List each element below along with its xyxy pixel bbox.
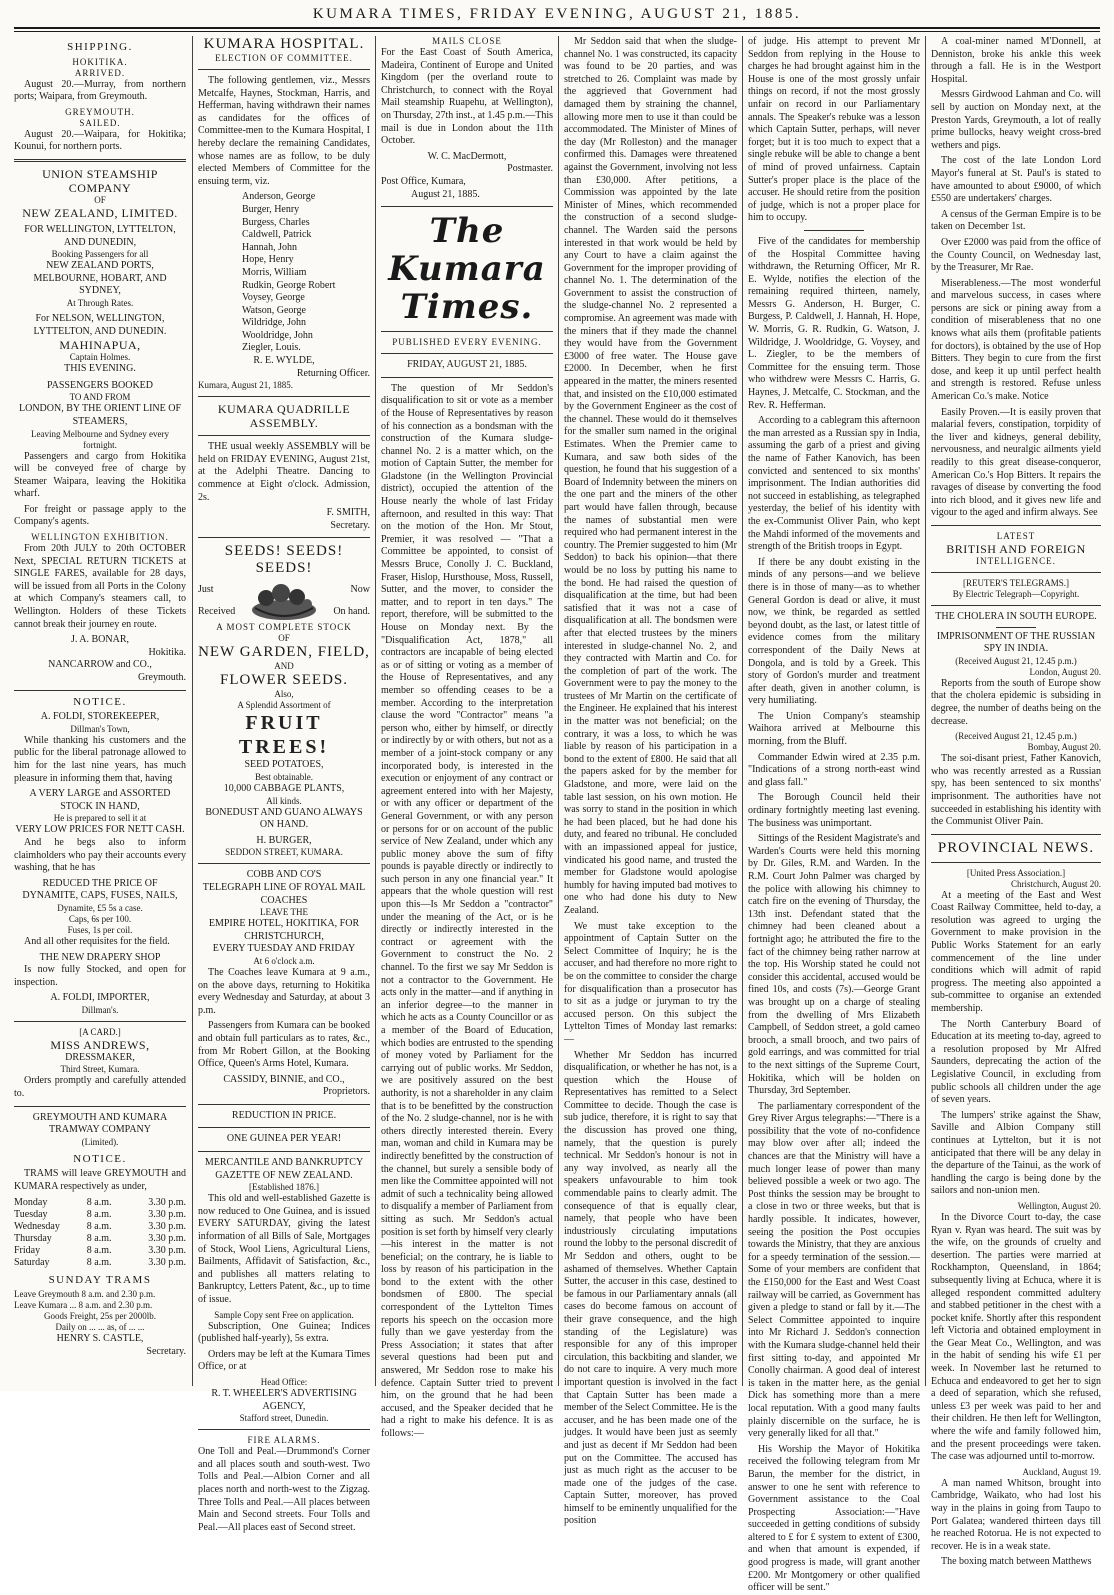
gordon-news: If there be any doubt existing in the minds of any persons—and we believe there is in those of many—as to whether General Gordon is dead or alive, it must now, we think, be regarded as settled beyond doubt, as the last, or latest tittle of evidence comes from the military correspondent of the Daily News at Dongola, and is told by a Greek. This story of Gordon's murder and treatment after death, given in another column, is very humiliating. (748, 556, 920, 707)
list-item: Morris, William (242, 266, 307, 278)
section-rule (14, 159, 186, 162)
column-6 (931, 36, 1101, 1568)
section-rule (198, 1104, 370, 1105)
boxing-text: The boxing match between Matthews (941, 1556, 1092, 1568)
seeds-banner (198, 580, 370, 622)
foldi-prices: VERY LOW PRICES FOR NETT CASH. (15, 824, 185, 836)
short-rule (804, 230, 864, 231)
greymouth-label: GREYMOUTH. (65, 106, 135, 117)
seeds-now-on-hand (333, 584, 370, 619)
section-rule (14, 1106, 186, 1107)
drapery-heading: THE NEW DRAPERY SHOP (39, 951, 161, 963)
received-2: (Received August 21, 12.45 p.m.) (955, 731, 1077, 742)
tram-pm: 3.30 p.m. (148, 1244, 186, 1256)
table-row (14, 1197, 186, 1209)
section-rule (381, 353, 553, 354)
easily-proven-ad: Easily Proven.—It is easily proven that malarial fevers, constipation, torpidity of the liver and kidneys, general debility, nervousness, and neuralgic ailments yield readily to this great disease-conqueror, American Co.'s Hop Bitters. It repairs the ravages of disease by converting the food into rich blood, and it gives new life and vigour to the aged and infirm always. See (931, 406, 1101, 519)
arrived-text: August 20.—Murray, from northern ports; Waipara, from Greymouth. (14, 78, 186, 103)
list-item: Anderson, George (242, 191, 316, 203)
exhibition-text: From 20th JULY to 20th OCTOBER Next, SPECIAL RETURN TICKETS at SINGLE FARES, available for 28 days, will be issued from all Ports in the Colony at which Company's steamers call, to Wellington. Holders of these Tickets cannot break their journey en route. (14, 543, 186, 630)
gazette-established: [Established 1876.] (249, 1182, 319, 1193)
section-rule (14, 1021, 186, 1022)
foldi-stock: A VERY LARGE and ASSORTED STOCK IN HAND, (29, 788, 171, 812)
tram-am: 8 a.m. (86, 1232, 112, 1244)
price-fuses: Fuses, 1s per coil. (67, 924, 133, 935)
section-rule (198, 396, 370, 397)
paper-title: The Kumara Times. (388, 211, 546, 328)
notice-heading-2: NOTICE. (73, 1152, 127, 1165)
castle-signature: HENRY S. CASTLE, (56, 1333, 144, 1345)
head-office-label: Head Office: (260, 1376, 308, 1387)
section-rule (198, 69, 370, 70)
price-caps: Caps, 6s per 100. (68, 913, 132, 924)
tram-am: 8 a.m. (86, 1244, 112, 1256)
editorial-exception: We must take exception to the appointment of Captain Sutter on the Select Committee of Inquiry; he is the accuser, and had therefore no more right to be on the committee to consider the charge for disqualification than a prosecutor has to sit as a judge or juryman to try the accused person. On this subject the Lyttelton Times of Monday last remarks:— (564, 920, 737, 1045)
section-rule (931, 834, 1101, 835)
judge-paragraph: of judge. His attempt to prevent Mr Seddon from replying in the House to charges he had brought against him in the House is one of the most grossly unfair things on record, if not the most grossly unfair on record in our Parliamentary annals. The Speaker's rebuke was a lesson which Captain Sutter, perhaps, will never forget; but it is too much to expect that a single rebuke will be able to change a bent of mind of proved unfairness. Captain Sutter's proper place is the place of the accuser. He should retire from the position of judge, which is not a proper place for him to occupy. (748, 36, 920, 224)
tram-timetable (14, 1197, 186, 1269)
coach-days: EVERY TUESDAY AND FRIDAY (212, 943, 356, 955)
masthead: KUMARA TIMES, FRIDAY EVENING, AUGUST 21, 1885. (312, 6, 802, 22)
issue-date: FRIDAY, AUGUST 21, 1885. (407, 359, 527, 371)
guinea-heading: ONE GUINEA PER YEAR! (226, 1133, 342, 1145)
of-label: OF (278, 633, 290, 644)
daily-text: Daily on ... ... as, of ... ... (55, 1322, 145, 1333)
post-office: Post Office, Kumara, (381, 175, 466, 187)
andrews-orders: Orders promptly and carefully attended to. (14, 1075, 186, 1100)
cobb-heading: COBB AND CO'S (246, 869, 322, 881)
tram-day: Thursday (14, 1232, 52, 1244)
cassidy-signature: CASSIDY, BINNIE, and CO., (223, 1073, 345, 1085)
court-news: Sittings of the Resident Magistrate's and Warden's Courts were held this morning by Dr. Giles, R.M. and Warden. In the R.M. Court John Palmer was charged by the police with allowing his chimney to catch fire on the evening of Thursday, the 13th inst. Defendant stated that the chimney had been cleaned about a fortnight ago; he attributed the fire to the fact of the chimney being rather narrow at the top. His Worship stated he could not consider this accidental, accused would be fined 10s, and costs (7s).—George Grant was brought up on a charge of stealing from the dwelling of Mrs Elizabeth Campbell, of Seddon street, a gold cameo brooch, a small brooch, and two pairs of gold earrings, and was committed for trial to the next sittings of the Supreme Court, Hokitika, which will be holden on Thursday, 3rd September. (748, 833, 920, 1097)
complete-stock: A MOST COMPLETE STOCK (216, 622, 352, 633)
orient-line: LONDON, BY THE ORIENT LINE OF STEAMERS, (18, 403, 182, 427)
coaches-text: The Coaches leave Kumara at 9 a.m., on the above days, returning to Hokitika every Wednesday and Saturday, at about 3 p.m. (198, 966, 370, 1016)
received-1: (Received August 21, 12.45 p.m.) (955, 655, 1077, 666)
list-item: Caldwell, Patrick (242, 229, 312, 241)
coach-passengers-text: Passengers from Kumara can be booked and obtain full particulars as to rates, &c., from Mr Robert Gillon, at the Booking Office, Queen's Arms Hotel, Kumara. (198, 1020, 370, 1070)
gazette-title: MERCANTILE AND BANKRUPTCY GAZETTE OF NEW ZEALAND. (204, 1157, 364, 1181)
also-label: Also, (274, 689, 294, 700)
route-2: For NELSON, WELLINGTON, LYTTELTON, AND DUNEDIN. (33, 312, 167, 337)
smith-signature: F. SMITH, (326, 507, 370, 519)
list-item: Watson, George (242, 304, 306, 316)
table-row (14, 1233, 186, 1245)
list-item: Ziegler, Louis. (242, 342, 301, 354)
postmaster-role: Postmaster. (507, 163, 553, 175)
now-label: Now (350, 583, 370, 595)
latest-label: LATEST (996, 530, 1036, 541)
published-label: PUBLISHED EVERY EVENING. (392, 337, 542, 348)
london-dateline: London, August 20. (1029, 666, 1101, 677)
cassidy-role: Proprietors. (323, 1086, 370, 1098)
andrews-name: MISS ANDREWS, (50, 1037, 150, 1052)
auction-news: Messrs Girdwood Lahman and Co. will sell by auction on Monday next, at the Preston Yards, Greymouth, a lot of really prime bullocks, heavy weight cross-bred wethers and pigs. (931, 89, 1101, 151)
mails-heading: MAILS CLOSE (432, 36, 502, 46)
tram-pm: 3.30 p.m. (148, 1208, 186, 1220)
to-from: TO AND FROM (69, 392, 131, 403)
christchurch-text-1: At a meeting of the East and West Coast Railway Committee, held to-day, a resolution was agreed to urging the Government to make provision in the Public Works Statement for an early commencement of the line under conditions which will admit of rapid progress. The meeting also appointed a sub-committee to organise an extended membership. (931, 889, 1101, 1015)
auckland-dateline: Auckland, August 19. (1022, 1466, 1101, 1477)
wellington-text: In the Divorce Court to-day, the case Ryan v. Ryan was heard. The suit was by the wife, on the grounds of cruelty and desertion. The parties were married at Rockhampton, Queensland, in 1864; subsequently living at Echuca, where it is alleged respondent committed adultery and stabbed petitioner in the chest with a pocket knife. Shortly after this respondent left Victoria and obtained employment in the Gear Meat Co., Wellington, and was in the habit of sending his wife £1 per week. In November last he returned to Echuca and endeavored to get her to sign a deed of separation, which she refused, unless £3 per week was paid to her and their children. He then left for Wellington, where the wife and family followed him, and the present proceedings were taken. The case was adjourned until to-morrow. (931, 1211, 1101, 1463)
burger-address: SEDDON STREET, KUMARA. (225, 847, 343, 858)
through-rates: At Through Rates. (66, 297, 134, 308)
cobb-title: TELEGRAPH LINE OF ROYAL MAIL COACHES (202, 881, 366, 906)
list-item: Hannah, John (242, 241, 297, 253)
table-row (14, 1221, 186, 1233)
foldi-beg: And he begs also to inform claimholders who pay their accounts every washing, that he has (14, 836, 186, 874)
election-heading: ELECTION OF COMMITTEE. (215, 53, 353, 63)
column-rule (742, 36, 743, 1386)
wheeler-agency: R. T. WHEELER'S ADVERTISING AGENCY, (211, 1387, 357, 1412)
wylde-signature: R. E. WYLDE, (253, 355, 315, 367)
united-press-label: [United Press Association.] (966, 867, 1066, 878)
sailing-time: THIS EVENING. (64, 363, 136, 375)
castle-role: Secretary. (146, 1345, 186, 1357)
fruit-trees-heading: FRUIT TREES! (238, 712, 330, 759)
column-1 (14, 36, 186, 1386)
christchurch-text-2: The North Canterbury Board of Education at its meeting to-day, agreed to a resolution proposed by Mr Alfred Saunders, deprecating the action of the Legislative Council, in excluding from public schools all children under the age of seven years. (931, 1018, 1101, 1106)
table-row (14, 1209, 186, 1221)
andrews-address: Third Street, Kumara. (60, 1064, 140, 1075)
candidate-list (198, 191, 370, 355)
section-rule (931, 862, 1101, 863)
tram-day: Tuesday (14, 1208, 48, 1220)
cabbage-plants: 10,000 CABBAGE PLANTS, (223, 783, 345, 794)
postmaster-name: W. C. MacDermott, (427, 150, 507, 162)
section-rule (198, 537, 370, 538)
list-item: Wooldridge, John (242, 329, 313, 341)
foldi-importer: A. FOLDI, IMPORTER, (50, 992, 150, 1004)
quadrille-text: THE usual weekly ASSEMBLY will be held on FRIDAY EVENING, August 21st, at the Adelphi Theatre. Dancing to commence at Eight o'clock. Admission, 2s. (198, 441, 370, 503)
spy-heading: IMPRISONMENT OF THE RUSSIAN SPY IN INDIA. (936, 630, 1096, 655)
column-rule (375, 36, 376, 1386)
seeds-heading: SEEDS! SEEDS! SEEDS! (224, 543, 344, 577)
mayor-telegram: His Worship the Mayor of Hokitika received the following telegram from Mr Barun, the member for the district, in answer to one he sent with reference to Government assistance to the Coal Prospecting Association:—"Have succeeded in getting conditions of subsidy altered to £ for £ system to extent of £300, and when that amount is expended, if good progress is made, will grant another £200. Mr Montgomery or other qualified officer will be sent." (748, 1443, 920, 1594)
ship-captain: Captain Holmes. (69, 352, 131, 363)
empire-hotel: EMPIRE HOTEL, HOKITIKA, FOR CHRISTCHURCH, (208, 918, 360, 942)
hop-bitters-ad: Miserableness.—The most wonderful and marvelous success, in cases where persons are sick or pining away from a condition of miserableness that no one knows what ails them (profitable patients for doctors), is obtained by the use of Hop Bitters. They begin to cure from the first dose, and keep it up until perfect health and strength is restored. Refuse unless American Co.'s make. Notice (931, 277, 1101, 403)
provincial-heading: PROVINCIAL NEWS. (937, 839, 1095, 856)
fire-alarms-heading: FIRE ALARMS. (247, 1435, 321, 1446)
reuters-label: [REUTER'S TELEGRAMS.] (963, 577, 1069, 588)
garden-seeds-heading: NEW GARDEN, FIELD, (198, 644, 370, 661)
wylde-role: Returning Officer. (296, 367, 370, 379)
hospital-date: Kumara, August 21, 1885. (198, 380, 293, 391)
bonedust: BONEDUST AND GUANO ALWAYS ON HAND. (205, 806, 363, 831)
burger-signature: H. BURGER, (256, 834, 312, 846)
foldi-title: A. FOLDI, STOREKEEPER, (40, 711, 160, 723)
route-1: FOR WELLINGTON, LYTTELTON, AND DUNEDIN, (24, 223, 176, 248)
tram-am: 8 a.m. (86, 1196, 112, 1208)
section-rule (198, 435, 370, 436)
seed-basket-illustration (241, 580, 327, 622)
table-row (14, 1245, 186, 1257)
seeds-just-received (198, 584, 235, 619)
intelligence-label: INTELLIGENCE. (976, 555, 1056, 566)
electric-telegraph-label: By Electric Telegraph—Copyright. (952, 588, 1080, 599)
list-item: Rudkin, George Robert (242, 279, 336, 291)
short-rule (996, 627, 1036, 628)
tram-day: Wednesday (14, 1220, 60, 1232)
hokitika-label: HOKITIKA. (72, 56, 128, 67)
column-rule (192, 36, 193, 1386)
quadrille-heading: KUMARA QUADRILLE ASSEMBLY. (217, 402, 351, 431)
foldi-reduced: REDUCED THE PRICE OF DYNAMITE, CAPS, FUSES, NAILS, (22, 877, 178, 902)
sailed-text: August 20.—Waipara, for Hokitika; Kounui, for northern ports. (14, 128, 186, 153)
sunday-trams-heading: SUNDAY TRAMS (48, 1273, 152, 1286)
seed-potatoes: SEED POTATOES, (244, 759, 324, 771)
seddon-speech: Mr Seddon said that when the sludge-channel No. 1 was constructed, its capacity was found to be 20 parties, and was stretched to 26. Complaint was made by the aggrieved that Government had damaged them by straining the channel, allowing more men to use it than could be accommodated. The Minister of Mines of the day (Mr Rolleston) and the manager confirmed this. Damages were threatened against the Government, involving not less than £30,000. After petitions, a Commission was appointed by the late Minister of Mines, which recommended the construction of a second sludge-channel. The Warden said the persons interested in that work would be held by any Court to have a claim against the Government for the improper providing of channel No. 1. The determination of the Government to assist the construction of the sludge-channel No. 2 represented a compromise. An agreement was made with the miners that if they made the channel they would have from the Government £3000 of free water. The House gave £2000. In December, when he first appeared in the matter, the miners resented that, and insisted on the £10,000 estimated by the Government Engineer as the cost of the channel. These would do it themselves for the smaller sum named in the original Estimates. When the Premier came to Kumara, and saw both sides of the question, he found that his suggestion of a Board of Indemnity between the miners on the one part and the miners of the other part would have fallen through, because the names of substantial men were required who had permanent interest in the country. The Premier suggested to him (Mr Seddon) to back his opinion—that there would be no loss by putting his name to the bond. He had raised the question of disqualification at the time, but had been satisfied that it was not a case of disqualification at all. The bondsmen were after that elected trustees by the miners interested in sludge-channel No. 2, and they contracted with Martin and Co. for the completion of part of the work. The Government were to pay the money to the trustees of Mr Martin on the certificate of the Engineer. He explained that his interest in the matter was not beneficial; on the contrary, it was a loss, to which he was liable by reason of his participation in a bond to the extent of £800. He said that all the papers asked for by the member for Gladstone, and more, were laid on the table last session, on his own motion. He was sorry to stand in the position in which he had been placed, but he had done his duty, and feared no tribunal. He concluded with an impassioned appeal for justice, vindicated his good name, and trusted the member for Gladstone would apologise humbly for having imputed bad motives to one who had done his duty to New Zealand. (564, 36, 737, 916)
drapery-text: Is now fully Stocked, and open for inspection. (14, 964, 186, 988)
section-rule (198, 1429, 370, 1430)
christchurch-text-3: The lumpers' strike against the Shaw, Saville and Albion Company still continues at Lyttelton, but it is not anticipated that there will be any delay in the departure of the Tainui, as the work of handling the cargo is being done by the sailors and non-union men. (931, 1109, 1101, 1197)
table-row (14, 1257, 186, 1269)
arrived-label: ARRIVED. (74, 67, 126, 78)
conveyed-text: Passengers and cargo from Hokitika will be conveyed free of charge by Steamer Waipara, leaving the Hokitika wharf. (14, 450, 186, 500)
list-item: Burgess, Charles (242, 216, 310, 228)
gazette-sample: Sample Copy sent Free on application. (214, 1309, 354, 1320)
auckland-text: A man named Whitson, brought into Cambridge, Waikato, who had lost his way in the plains in going from Taupo to Port Galatea; wandered thirteen days till he reached Rotorua. He is not expected to recover. He is in a weak state. (931, 1477, 1101, 1552)
tram-day: Friday (14, 1244, 41, 1256)
mails-text: For the East Coast of South America, Madeira, Continent of Europe and United Kingdom (per the overland route to Christchurch, to connect with the Royal Mail steamship Ruapehu, at Wellington), on Thursday, 27th inst., at 1.45 p.m.—This mail is due in London about the 11th October. (381, 47, 553, 147)
section-rule (198, 1151, 370, 1152)
coal-miner-news: A coal-miner named M'Donnell, at Denniston, broke his ankle this week through a fall. He is in the Westport Hospital. (931, 36, 1101, 85)
leave-label: LEAVE THE (260, 907, 308, 918)
nancarrow-signature: NANCARROW and CO., (48, 659, 152, 671)
gazette-orders: Orders may be left at the Kumara Times Office, or at (198, 1348, 370, 1373)
hospital-heading: KUMARA HOSPITAL. (203, 36, 365, 52)
wellington-dateline: Wellington, August 20. (1017, 1200, 1101, 1211)
post-date: August 21, 1885. (411, 188, 480, 200)
section-rule (931, 525, 1101, 526)
just-label: Just (198, 583, 214, 595)
tram-day: Saturday (14, 1256, 50, 1268)
tram-am: 8 a.m. (86, 1208, 112, 1220)
bonar-signature: J. A. BONAR, (70, 634, 130, 646)
union-company-title2: NEW ZEALAND, LIMITED. (22, 205, 178, 220)
passengers-booked: PASSENGERS BOOKED (46, 379, 154, 391)
tram-am: 8 a.m. (86, 1256, 112, 1268)
reduction-heading: REDUCTION IN PRICE. (231, 1109, 337, 1121)
sunday-greymouth: Leave Greymouth 8 a.m. and 2.30 p.m. (14, 1289, 156, 1300)
parliament-news: The parliamentary correspondent of the Grey River Argus telegraphs:—"There is a possibility that the vote of no-confidence may blow over after all; indeed the chances are that the Ministry will have a much longer lease of power than many believed possible a week or two ago. The Post thinks the session may be brought to a close in two or three weeks, but that is hardly possible. It indicates, however, seeing the position the Post occupies towards the Ministry, that they are anxious for a speedy termination of the session.—Some of your members are confident that the £150,000 for the East and West Coast railway will be carried, as Government has given a pledge to stand or fall by it.—The Select Committee appointed to inquire into Mr Richard J. Seddon's connection with the Kumara sludge-channel held their first sitting to-day, and appointed Mr Conolly chairman. A good deal of interest is taken in the matter here, as the genial Dick has something more than a mere local reputation. With a good many faults plainly discernible on the surface, he is very generally liked for all that." (748, 1100, 920, 1440)
smith-role: Secretary. (330, 519, 370, 531)
ports-text: NEW ZEALAND PORTS, MELBOURNE, HOBART, AND SYDNEY, (33, 260, 167, 297)
list-item: Burger, Henry (242, 203, 300, 215)
tram-pm: 3.30 p.m. (148, 1196, 186, 1208)
hospital-intro: The following gentlemen, viz., Messrs Metcalfe, Haynes, Stockman, Harris, and Hefferman, having withdrawn their names as candidates for the offices of Committee-men to the Kumara Hospital, I hereby declare the remaining Candidates, whose names are as follow, to be duly elected Members of Committee for the ensuing term, viz. (198, 75, 370, 187)
notice-heading: NOTICE. (73, 695, 127, 708)
foldi-text: While thanking his customers and the public for the liberal patronage allowed to him for the last nine years, has much pleasure in informing them that, having (14, 734, 186, 784)
lyttelton-quote: Whether Mr Seddon has incurred disqualification, or whether he has not, is a question which the House of Representatives has remitted to a Select Committee to decide. Though the case is sub judice, therefore, it is right to say that the discussion has proved one thing, namely, that the question is purely technical. Mr Seddon's honour is not in any way involved, as nearly all the speakers unfavourable to him took commendable pains to clearly admit. The consequence of that is equally clear, namely, that people who have been industriously circulating imputations round the lobby to the personal discredit of Mr Seddon and others, ought to be ashamed of themselves. Whether Captain Sutter, the accuser in this case, destined to be famous in our Parliamentary annals (all cases do become famous on account of their grave consequence, and the high standing of the Legislature) was responsible for any of this improper circulation, this backbiting and slander, we do not care to inquire. A very much more important question is involved in the fact that Captain Sutter has been made a member of the Select Committee. He is the accuser, and he has been made one of the judges. It would have been just as seemly and just as decent if Mr Seddon had been put on the Committee. The accused has just as much right as the accuser to be made one of the judges of the case. Captain Sutter, moreover, has proved himself to be eminently unqualified for the position (564, 1049, 737, 1527)
section-rule (381, 331, 553, 332)
tram-am: 8 a.m. (86, 1220, 112, 1232)
goods-freight: Goods Freight, 25s per 2000lb. (44, 1311, 156, 1322)
list-item: Voysey, George (242, 292, 305, 304)
list-item: Wildridge, John (242, 317, 307, 329)
tramway-limited: (Limited). (81, 1136, 119, 1147)
flower-seeds-heading: FLOWER SEEDS. (219, 672, 348, 689)
christchurch-dateline: Christchurch, August 20. (1011, 878, 1101, 889)
tram-pm: 3.30 p.m. (148, 1232, 186, 1244)
cholera-heading: THE CHOLERA IN SOUTH EUROPE. (935, 610, 1097, 622)
column-rule (558, 36, 559, 1386)
masthead-rule (14, 27, 1100, 29)
gazette-text: This old and well-established Gazette is now reduced to One Guinea, and is issued EVERY SATURDAY, giving the latest information of all Bills of Sale, Mortgages of Stock, Wool Liens, Agricultural Liens, Bailments, Affidavit of Satisfaction, &c., and publishes all matters relating to Bankruptcy, Letters Patent, &c., up to time of issue. (198, 1193, 370, 1305)
and-label: AND (274, 661, 294, 672)
british-foreign-heading: BRITISH AND FOREIGN (946, 541, 1086, 556)
bombay-dateline: Bombay, August 20. (1027, 742, 1101, 753)
waihora-news: The Union Company's steamship Waihora arrived at Melbourne this morning, from the Bluff. (748, 710, 920, 748)
freight-text: For freight or passage apply to the Company's agents. (14, 503, 186, 528)
bonar-place: Hokitika. (148, 646, 186, 658)
london-text: Reports from the south of Europe show that the cholera epidemic is subsiding in degree, the number of deaths being on the decrease. (931, 677, 1101, 727)
tramway-title: GREYMOUTH AND KUMARA TRAMWAY COMPANY (32, 1111, 168, 1136)
union-company-title: UNION STEAMSHIP COMPANY (42, 166, 158, 195)
section-rule (931, 605, 1101, 606)
shipping-heading: SHIPPING. (67, 41, 133, 53)
trams-text: TRAMS will leave GREYMOUTH and KUMARA respectively as under, (14, 1168, 186, 1193)
bombay-text: The soi-disant priest, Father Kanovich, who was recently arrested as a Russian spy, has been sentenced to six months' imprisonment. The authorities have not succeeded in establishing his identity with the Communist Oliver Pain. (931, 753, 1101, 828)
section-rule (14, 690, 186, 691)
section-rule (381, 377, 553, 378)
russian-spy-news: According to a cablegram this afternoon the man arrested as a Russian spy in India, assuming the garb of a priest and giving the name of Father Kanovich, has been convicted and sentenced to six months' imprisonment. The Indian authorities did not succeed in establishing, as telegraphed yesterday, the belief of his identity with the ex-Communist Oliver Pain, who kept the Mahdi informed of the movements and strength of the British troops in Egypt. (748, 415, 920, 553)
tram-pm: 3.30 p.m. (148, 1256, 186, 1268)
census-news: A census of the German Empire is to be taken on December 1st. (931, 208, 1101, 233)
section-rule (198, 863, 370, 864)
weather-news: Commander Edwin wired at 2.35 p.m. "Indications of a strong north-east wind and glass fall." (748, 751, 920, 788)
borough-council-news: The Borough Council held their ordinary fortnightly meeting last evening. The business was unimportant. (748, 792, 920, 829)
splendid-label: A Splendid Assortment of (237, 700, 331, 711)
booking-text: Booking Passengers for all (51, 249, 149, 260)
section-rule (198, 1127, 370, 1128)
ship-name: MAHINAPUA, (59, 338, 141, 353)
hospital-committee-news: Five of the candidates for membership of the Hospital Committee having withdrawn, the Returning Officer, Mr R. E. Wylde, notifies the election of the remaining required thirteen, namely, Messrs G. Anderson, H. Burger, C. Burgess, P. Caldwell, J. Hannah, H. Hope, W. Morris, G. R. Rudkin, G. Watson, J. Wildridge, J. Wooldridge, G. Voysey, and L. Ziegler, to be the members of Committee for the ensuing term. Those who withdrew were Messrs C. Harris, G. Haynes, J. Metcalfe, C. Stockman, and the Rev. R. Hefferman. (748, 235, 920, 411)
nancarrow-place: Greymouth. (137, 672, 186, 683)
section-rule (381, 206, 553, 207)
foldi-other: And all other requisites for the field. (24, 935, 170, 947)
column-2 (198, 36, 370, 1533)
wheeler-address: Stafford street, Dunedin. (239, 1413, 329, 1424)
fire-alarms-text: One Toll and Peal.—Drummond's Corner and all places south and south-west. Two Tolls and Peal.—Albion Corner and all places north and north-west to the Zigzag. Three Tolls and Peal.—All places between Main and Second streets. Four Tolls and Peal.—All places east of Second street. (198, 1446, 370, 1533)
tram-day: Monday (14, 1196, 48, 1208)
leaving-text: Leaving Melbourne and Sydney every fortnight. (31, 428, 169, 450)
foldi-prepared: He is prepared to sell it at (53, 813, 147, 824)
dressmaker: DRESSMAKER, (65, 1051, 135, 1063)
sailed-label: SAILED. (79, 117, 121, 128)
foldi-subtitle: Dillman's Town, (70, 723, 130, 734)
masthead-rule-thin (14, 31, 1100, 32)
best-obtainable: Best obtainable. (255, 772, 313, 782)
coach-time: At 6 o'clock a.m. (253, 955, 315, 966)
list-item: Hope, Henry (242, 254, 294, 266)
received-label: Received (198, 606, 236, 618)
column-5 (748, 36, 920, 1594)
column-3 (381, 36, 553, 1439)
editorial-paragraph: The question of Mr Seddon's disqualification to sit or vote as a member of the House of Representatives by reason of his connection as a bondsman with the construction of the Kumara sludge-channel No. 2 is a matter which, on the motion of Captain Sutter, the member for Gladstone (in the Wellington Provincial district), occupied the attention of the House nearly the whole of last Friday afternoon, and resulted in this way: That on the motion of the Hon. Mr Stout, Premier, it was resolved — "That a Committee be appointed, to consist of Messrs Bruce, Conolly J. C. Buckland, Fraser, Hislop, Hursthouse, Moss, Russell, Sutter, and the mover, to consider the matter, and to report in ten days." The report, therefore, will be submitted to the House on Monday next. By the "Disqualification Act, 1878," all contractors are incapable of being elected as or of sitting or voting as a member of the House of Representatives, and any member so offending ceases to be a member. According to the interpretation clause the word "Contractor" means "a person who, either by himself, or directly or indirectly by or with others, but not as a member of a joint-stock company or any incorporated body, is interested in the execution or enjoyment of any contract or agreement entered into with her Majesty, or with any officer or department of the General Government, or with any person or persons for or on account of the public service of New Zealand, under which any public money above the sum of fifty pounds is payable directly or indirectly to such person in any one financial year." It appears that the whole question will rest upon this—Is Mr Seddon a "contractor" under the meaning of the Act, or is he directly or indirectly interested in the contract or agreement with the Government to construct the No. 2 channel. To the first we say Mr Seddon is not a contractor to the Government. He acts only in the matter—and if anything in an inferior degree—to the manner in which he acts as a County Councillor or as a member of the Board of Education, which bodies are entrusted to the spending of money voted by Parliament for the carrying out of public works. Mr Seddon, we are positively assured on the best authority, is not a shareholder in any claim that is to be benefitted by the construction of the No. 2 sludge-channel, nor is he with others directly interested therein. Every man, woman and child in Kumara may be indirectly benefitted by the construction of the channel, but surely a sensible body of men like the Committee appointed will not admit of such a technicality being allowed to disqualify a member of Parliament from sitting as such. Mr Seddon's actual position is set forth by himself very clearly—his interest in the matter is not beneficial; on the contrary, he is liable to loss by reason of his participation in the bond to the extent with the other bondsmen of £800. The special correspondent of the Lyttelton Times reports his speech on the occasion more fully than we gave yesterday from the Press Association; it states that after several questions had been put and answered, Mr Seddon rose to make his defence. Captain Sutter tried to prevent him, on the ground that he had been accused, and the Speaker decided that he had a right to make his defence. It is as follows:— (381, 382, 553, 1439)
gazette-subscription: Subscription, One Guinea; Indices (published half-yearly), 5s extra. (198, 1320, 370, 1345)
foldi-importer-place: Dillman's. (81, 1004, 119, 1015)
price-dynamite: Dynamite, £5 5s a case. (57, 902, 143, 913)
section-rule (931, 572, 1101, 573)
card-label: [A CARD.] (79, 1026, 121, 1037)
column-4 (564, 36, 737, 1527)
column-rule (925, 36, 926, 1386)
exhibition-heading: WELLINGTON EXHIBITION. (31, 532, 169, 543)
funeral-news: The cost of the late London Lord Mayor's funeral at St. Paul's is stated to have amounted to about £9000, of which £550 are undertakers' charges. (931, 155, 1101, 205)
sunday-kumara: Leave Kumara ... 8 a.m. and 2.30 p.m. (14, 1300, 153, 1311)
on-hand-label: On hand. (333, 606, 370, 618)
all-kinds: All kinds. (266, 795, 302, 806)
tram-pm: 3.30 p.m. (148, 1220, 186, 1232)
union-company-of: OF (94, 194, 106, 205)
county-council-news: Over £2000 was paid from the office of the County Council, on Wednesday last, by the Treasurer, Mr Rae. (931, 236, 1101, 274)
